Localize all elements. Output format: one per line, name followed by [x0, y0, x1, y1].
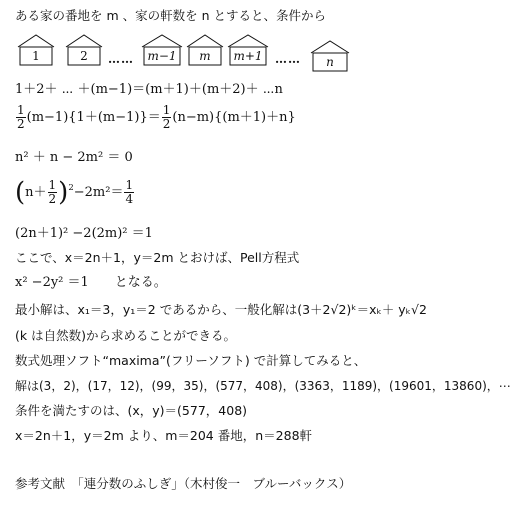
house-label: 2 — [80, 49, 88, 63]
result-line — [15, 427, 312, 445]
equation-pell-form-text: (2n＋1)² −2(2m)² ＝1 — [15, 226, 153, 241]
equation-square-left: n＋ — [25, 185, 47, 200]
house-label: m — [199, 49, 211, 63]
equation-half-left: (m−1){1＋(m−1)}＝ — [26, 110, 161, 125]
minimal-solution-line — [15, 301, 427, 319]
intro-line — [15, 7, 326, 25]
equation-half — [15, 103, 296, 133]
natural-number-text: (k は自然数)から求めることができる。 — [15, 328, 236, 343]
natural-number-line — [15, 327, 236, 345]
equation-sum — [15, 81, 283, 99]
reference-text: 参考文献 「連分数のふしぎ」（木村俊一 ブルーバックス） — [15, 476, 352, 491]
pell-equation-text: x² −2y² ＝1 となる。 — [15, 275, 167, 290]
fraction-quarter: $\frac{1}{4}$ — [125, 178, 134, 206]
house-ellipsis-left: …… — [108, 52, 134, 66]
equation-quadratic — [15, 149, 133, 167]
house-label: m−1 — [147, 49, 177, 63]
intro-text: ある家の番地を m 、家の軒数を n とすると、条件から — [15, 8, 326, 23]
house-m — [187, 34, 223, 66]
maxima-text: 数式処理ソフト“maxima”(フリーソフト) で計算してみると、 — [15, 353, 367, 368]
condition-line — [15, 402, 247, 420]
house-1 — [18, 34, 54, 66]
reference-line — [15, 475, 351, 493]
maxima-line — [15, 352, 366, 370]
house-label: m+1 — [233, 49, 263, 63]
house-m-plus-1 — [228, 34, 268, 66]
fraction-half-inner: $\frac{1}{2}$ — [48, 178, 57, 206]
equation-pell-form — [15, 225, 153, 243]
house-label: n — [326, 55, 334, 69]
equation-square-right: −2m²＝ — [73, 185, 124, 200]
equation-half-right: (n−m){(m＋1)＋n} — [172, 110, 296, 125]
solutions-line — [15, 377, 511, 395]
pell-equation-line — [15, 274, 167, 292]
condition-text: 条件を満たすのは、(x，y)＝(577，408) — [15, 403, 248, 418]
result-text: x＝2n＋1，y＝2m より、m＝204 番地，n＝288軒 — [15, 428, 313, 443]
substitution-text: ここで、x＝2n＋1，y＝2m とおけば、Pell方程式 — [15, 250, 300, 265]
equation-completed-square: (n＋ $\frac{1}{2}$ )$^2$−2m²＝ $\frac{1}{4}$ — [15, 177, 134, 208]
house-label: 1 — [32, 49, 40, 63]
house-m-minus-1 — [142, 34, 182, 66]
fraction-half-left: $\frac{1}{2}$ — [17, 103, 25, 131]
substitution-line — [15, 249, 299, 267]
solutions-text: 解は(3，2)，(17，12)，(99，35)，(577，408)，(3363，1189)，(19601，13860)，⋯ — [15, 379, 511, 393]
house-ellipsis-right: …… — [275, 52, 301, 66]
equation-sum-text: 1＋2＋ ⋯ ＋(m−1)＝(m＋1)＋(m＋2)＋ ⋯n — [15, 82, 283, 97]
house-n — [311, 40, 349, 72]
equation-quadratic-text: n² ＋ n − 2m² ＝ 0 — [15, 150, 133, 165]
fraction-half-right: $\frac{1}{2}$ — [162, 103, 171, 131]
minimal-solution-text: 最小解は、x₁＝3，y₁＝2 であるから、一般化解は(3＋2√2)ᵏ＝xₖ＋ yₖ√2 — [15, 302, 427, 317]
house-2 — [66, 34, 102, 66]
